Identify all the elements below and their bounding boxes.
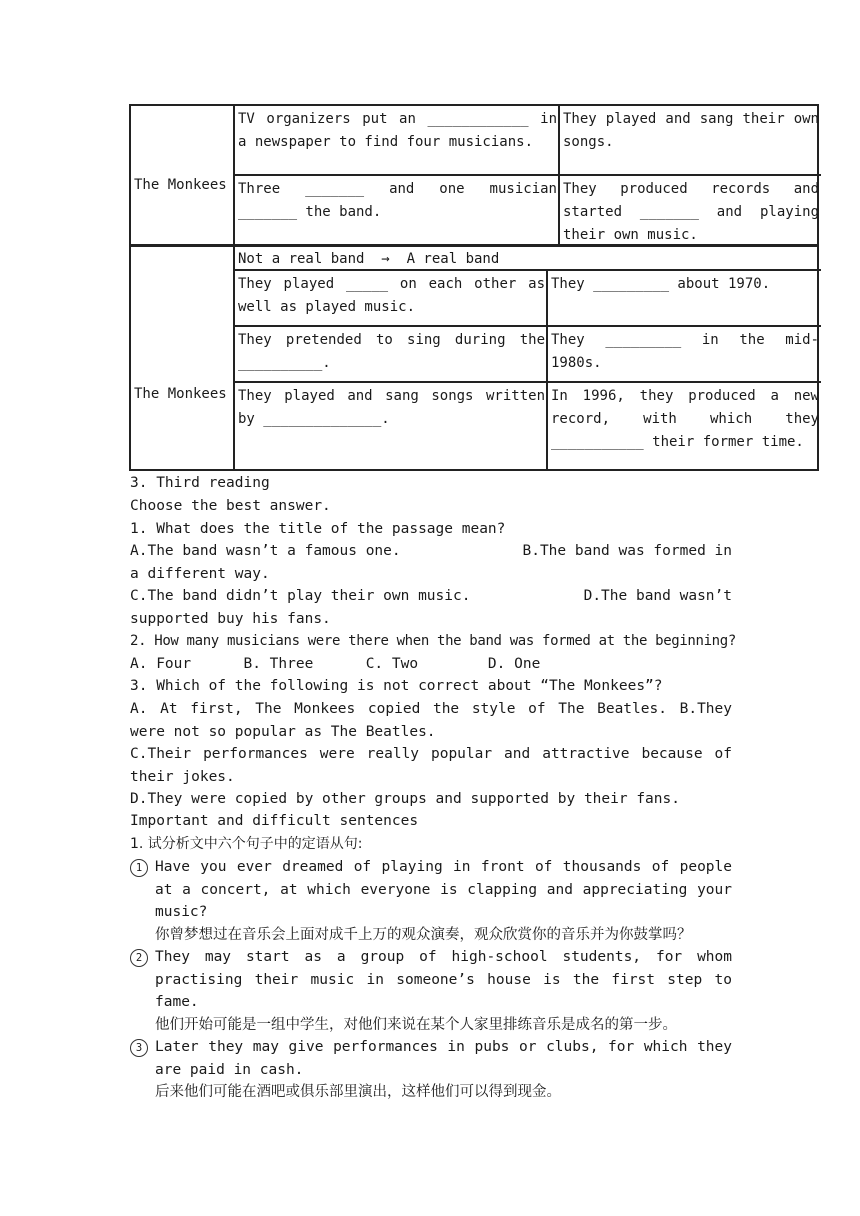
option-b: B.The band was formed in	[522, 543, 732, 559]
sentence-item	[130, 856, 732, 946]
circled-number: 3	[130, 1039, 148, 1057]
option-d: D.The band wasn’t	[583, 588, 732, 604]
chinese-translation: 后来他们可能在酒吧或俱乐部里演出，这样他们可以得到现金。	[155, 1084, 561, 1101]
table-cell: They played and sang songs written by ______________.	[238, 388, 545, 427]
question-2-options: A. Four B. Three C. Two D. One	[130, 656, 541, 672]
english-sentence: Have you ever dreamed of playing in front of thousands of people at a concert, at which everyone is clapping and appreciating your music?	[155, 859, 732, 921]
table-cell: They pretended to sing during the __________.	[238, 332, 545, 371]
chinese-translation: 你曾梦想过在音乐会上面对成千上万的观众演奏，观众欣赏你的音乐并为你鼓掌吗？	[155, 926, 692, 943]
question-3: 3. Which of the following is not correct about “The Monkees”?	[130, 678, 663, 694]
option-a: A.The band wasn’t a famous one.	[130, 543, 401, 559]
table-cell: They _________ in the mid-1980s.	[551, 332, 819, 371]
option-c: C.The band didn’t play their own music.	[130, 588, 471, 604]
table-left-label: The Monkees	[134, 177, 227, 193]
option-d-continued: supported buy his fans.	[130, 611, 331, 627]
circled-number: 1	[130, 859, 148, 877]
option-b-continued: a different way.	[130, 566, 270, 582]
comparison-table-2	[129, 245, 819, 471]
table-header: Not a real band → A real band	[238, 251, 500, 267]
section-title: Important and difficult sentences	[130, 813, 419, 829]
table-cell: In 1996, they produced a new record, with which they ___________ their former time.	[551, 388, 819, 450]
question-1-options-ab	[130, 540, 732, 563]
question-3-options-ab: A. At first, The Monkees copied the style of The Beatles. B.They were not so popular as The Beatles.	[130, 701, 732, 740]
table-left-label: The Monkees	[134, 386, 227, 402]
table-cell: They _________ about 1970.	[551, 276, 771, 292]
circled-number: 2	[130, 949, 148, 967]
table-cell: They produced records and started _______ and playing their own music.	[563, 181, 819, 243]
question-2: 2. How many musicians were there when the band was formed at the beginning?	[130, 633, 736, 649]
table-cell: TV organizers put an ____________ in a newspaper to find four musicians.	[238, 111, 557, 150]
question-1-options-cd	[130, 585, 732, 608]
table-cell: Three _______ and one musician _______ the band.	[238, 181, 557, 220]
section-title: 3. Third reading	[130, 475, 270, 491]
instruction: Choose the best answer.	[130, 498, 331, 514]
comparison-table-1	[129, 104, 819, 246]
sentence-item	[130, 946, 732, 1036]
question-3-option-c: C.Their performances were really popular and attractive because of their jokes.	[130, 746, 732, 785]
table-cell: They played _____ on each other as well as played music.	[238, 276, 545, 315]
sentence-item	[130, 1036, 732, 1104]
question-1: 1. What does the title of the passage mean?	[130, 521, 506, 537]
chinese-translation: 他们开始可能是一组中学生，对他们来说在某个人家里排练音乐是成名的第一步。	[155, 1016, 677, 1033]
task-instruction: 1. 试分析文中六个句子中的定语从句:	[130, 836, 363, 852]
table-cell: They played and sang their own songs.	[563, 111, 819, 150]
question-3-option-d: D.They were copied by other groups and supported by their fans.	[130, 791, 680, 807]
english-sentence: They may start as a group of high-school students, for whom practising their music in someone’s house is the first step to fame.	[155, 949, 732, 1011]
english-sentence: Later they may give performances in pubs or clubs, for which they are paid in cash.	[155, 1039, 732, 1078]
